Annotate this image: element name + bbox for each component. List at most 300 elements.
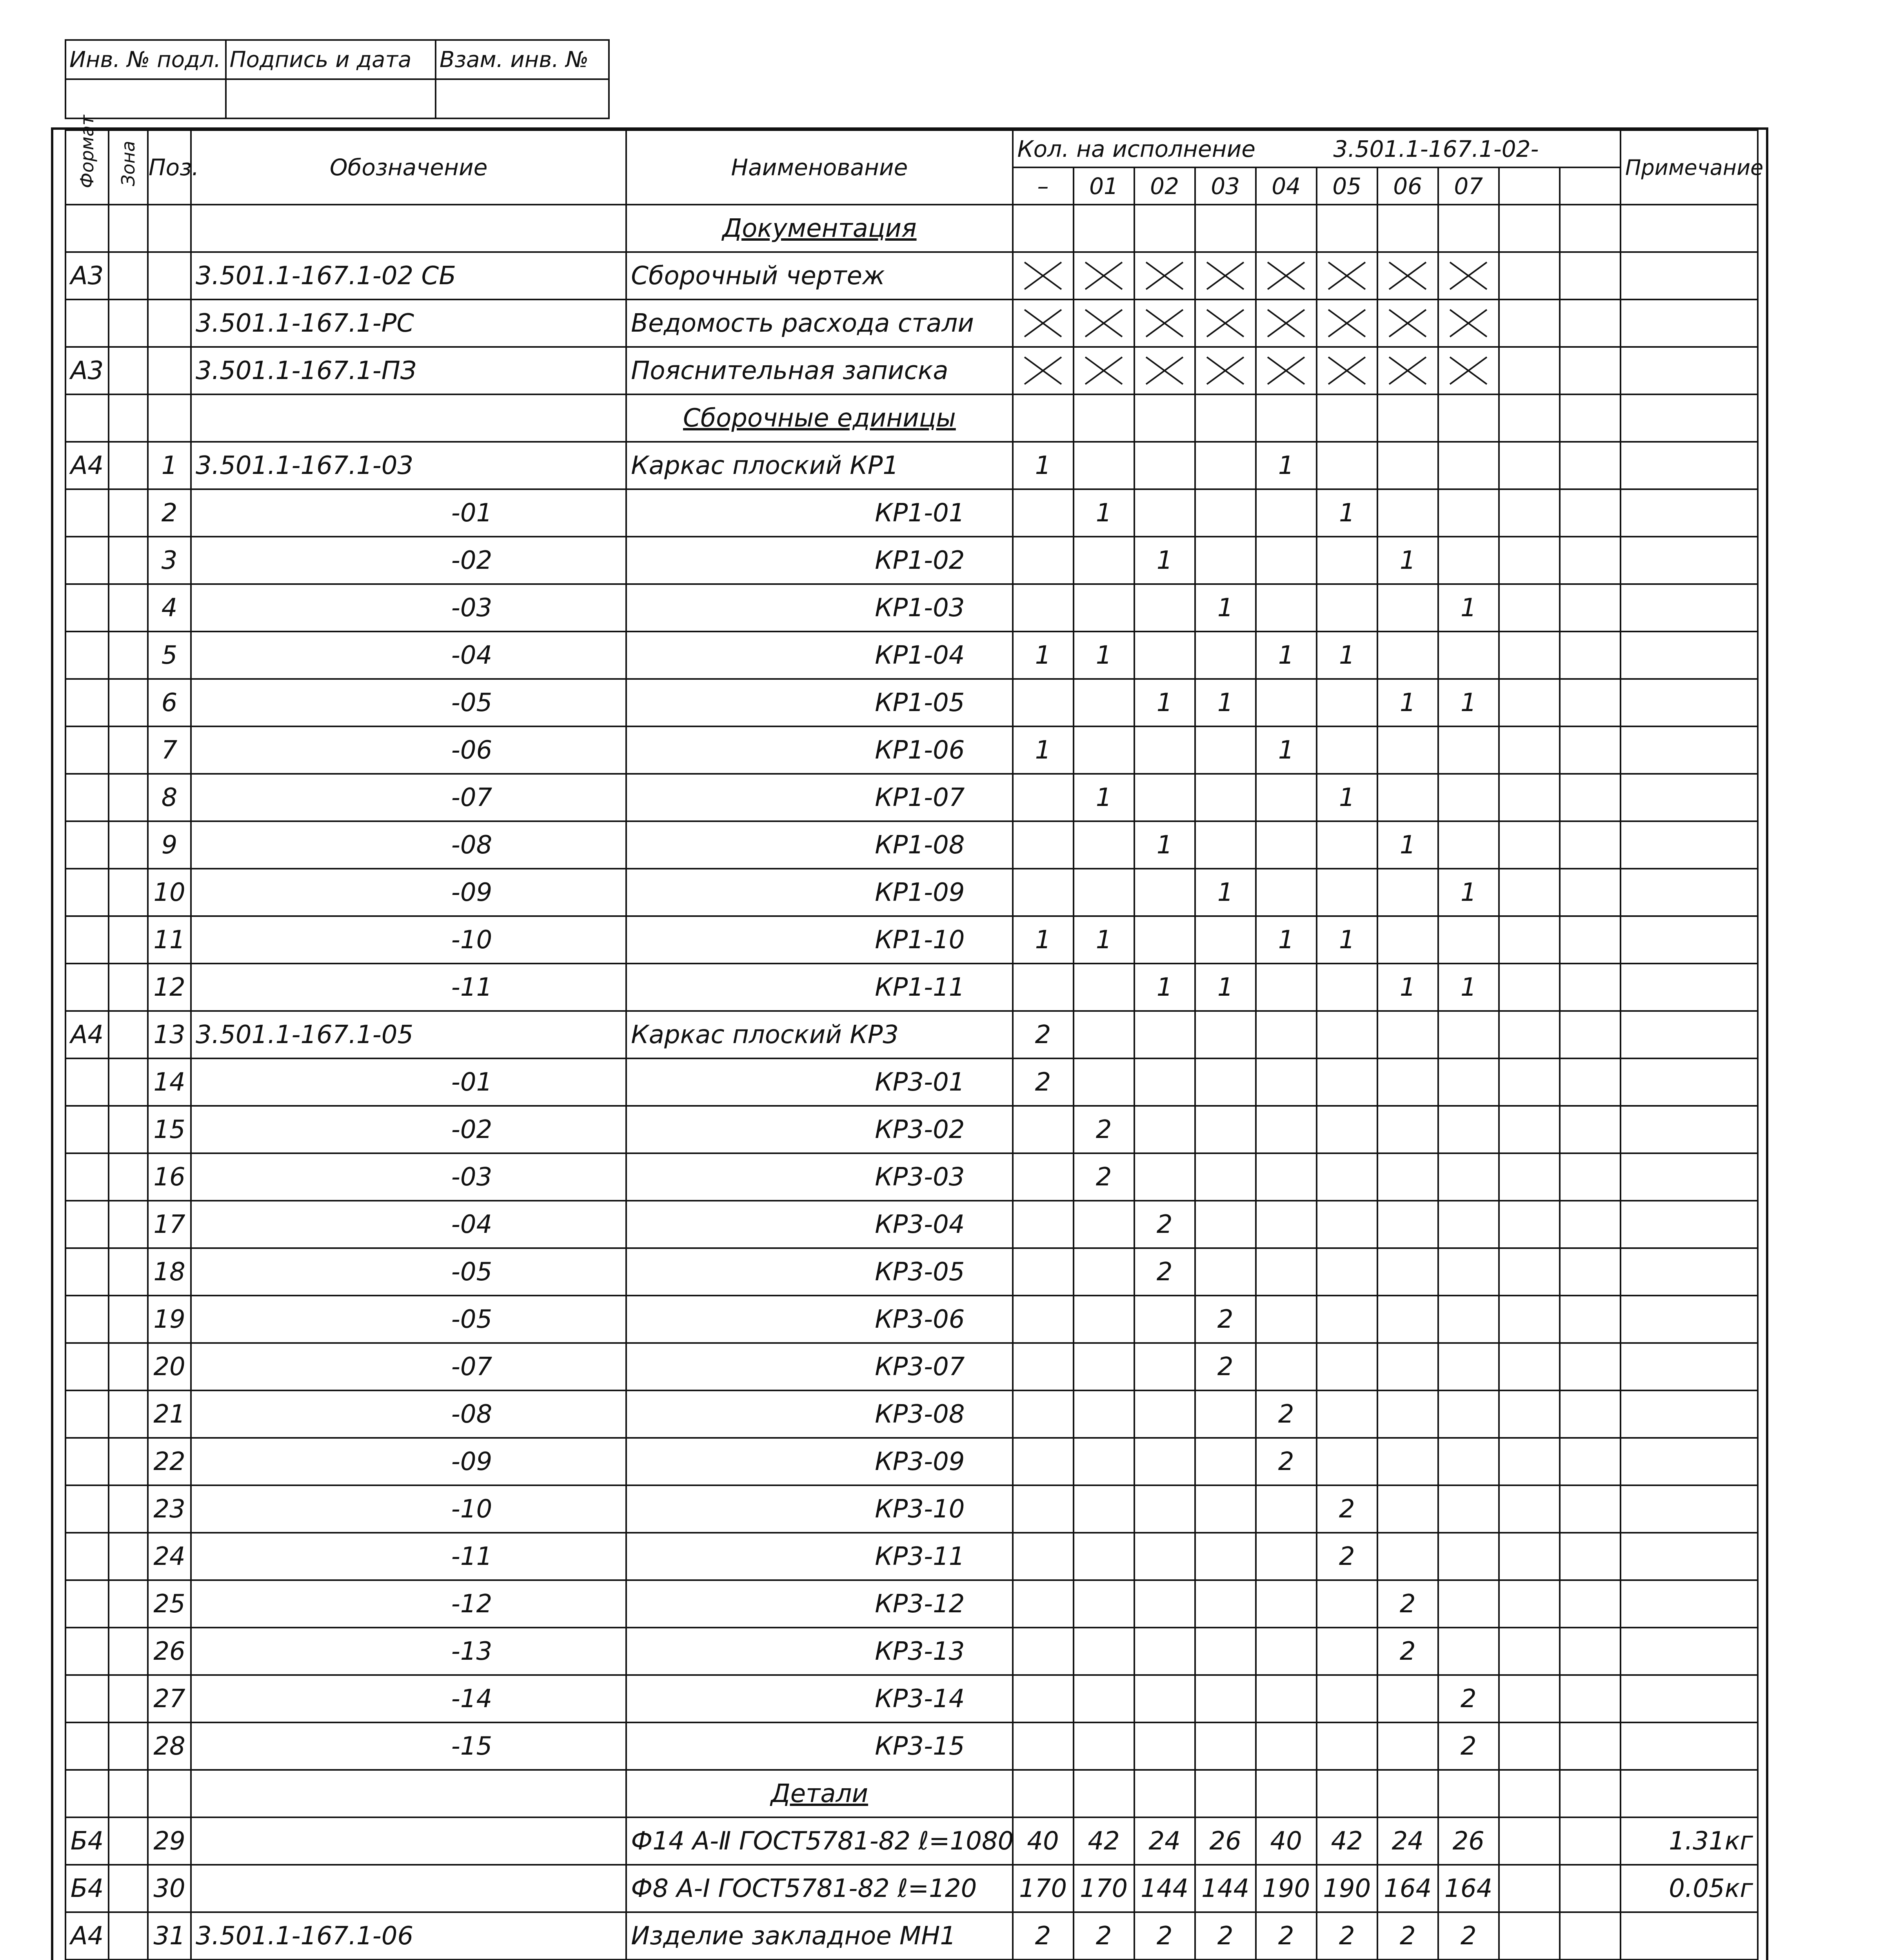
naimenovanie-cell: КР3-15 <box>626 1722 1012 1770</box>
zona-cell <box>109 252 148 299</box>
table-row <box>65 679 1758 726</box>
poz-cell: 8 <box>148 774 191 821</box>
qty-cell <box>1317 1296 1377 1343</box>
qty-cell <box>1013 679 1074 726</box>
qty-cell <box>1013 205 1074 252</box>
qty-cell <box>1499 1580 1560 1628</box>
note-cell: 1.31кг <box>1621 1817 1758 1865</box>
naimenovanie-cell: КР3-03 <box>626 1153 1012 1201</box>
qty-cell <box>1377 1153 1438 1201</box>
qty-cell: 2 <box>1317 1912 1377 1960</box>
qty-cell <box>1074 1485 1134 1533</box>
qty-cell <box>1074 821 1134 869</box>
qty-cell <box>1499 632 1560 679</box>
qty-cell <box>1438 537 1499 584</box>
qty-cell <box>1499 1817 1560 1865</box>
qty-cell <box>1560 205 1621 252</box>
qty-cell: 1 <box>1317 489 1377 537</box>
zona-cell <box>109 1201 148 1248</box>
table-row <box>65 1912 1758 1960</box>
cross-mark-icon <box>1325 354 1368 387</box>
qty-cell <box>1074 299 1134 347</box>
qty-cell <box>1499 1248 1560 1296</box>
qty-cell: 1 <box>1195 964 1256 1011</box>
qty-cell <box>1438 1248 1499 1296</box>
qty-cell <box>1256 1343 1317 1390</box>
naimenovanie-cell: КР3-10 <box>626 1485 1012 1533</box>
qty-cell <box>1256 584 1317 632</box>
naimenovanie-cell: КР3-02 <box>626 1106 1012 1153</box>
zona-cell <box>109 1865 148 1912</box>
qty-cell <box>1256 1058 1317 1106</box>
qty-cell <box>1317 1011 1377 1058</box>
naimenovanie-cell: КР3-11 <box>626 1533 1012 1580</box>
qty-cell <box>1499 489 1560 537</box>
qty-cell <box>1013 1485 1074 1533</box>
naimenovanie-cell: КР1-09 <box>626 869 1012 916</box>
qty-cell: 1 <box>1377 821 1438 869</box>
qty-cell: 1 <box>1438 869 1499 916</box>
qty-cell <box>1134 1722 1195 1770</box>
zona-cell <box>109 632 148 679</box>
qty-cell <box>1074 679 1134 726</box>
table-row <box>65 1675 1758 1722</box>
qty-cell <box>1560 394 1621 442</box>
naimenovanie-cell: КР1-03 <box>626 584 1012 632</box>
qty-cell <box>1438 1485 1499 1533</box>
qty-cell: 2 <box>1317 1485 1377 1533</box>
poz-cell: 16 <box>148 1153 191 1201</box>
format-cell <box>65 1058 109 1106</box>
qty-cell <box>1317 537 1377 584</box>
qty-cell: 1 <box>1317 632 1377 679</box>
qty-cell <box>1195 489 1256 537</box>
qty-cell: 24 <box>1377 1817 1438 1865</box>
table-row <box>65 347 1758 394</box>
oboznachenie-cell: 3.501.1-167.1-ПЗ <box>191 347 626 394</box>
qty-cell: 2 <box>1317 1533 1377 1580</box>
zona-cell <box>109 679 148 726</box>
naimenovanie-cell: КР3-05 <box>626 1248 1012 1296</box>
qty-cell <box>1438 1438 1499 1485</box>
oboznachenie-cell <box>191 205 626 252</box>
qty-cell: 2 <box>1377 1912 1438 1960</box>
qty-cell <box>1438 1628 1499 1675</box>
table-row <box>65 1580 1758 1628</box>
oboznachenie-cell: -06 <box>191 726 626 774</box>
qty-cell <box>1560 1865 1621 1912</box>
naimenovanie-header: Наименование <box>626 130 1012 205</box>
qty-cell <box>1377 1343 1438 1390</box>
qty-cell <box>1438 1533 1499 1580</box>
qty-cell <box>1013 252 1074 299</box>
qty-cell <box>1256 869 1317 916</box>
qty-cell <box>1317 1390 1377 1438</box>
note-cell <box>1621 1722 1758 1770</box>
format-header: Формат <box>65 130 109 205</box>
zona-cell <box>109 964 148 1011</box>
variant-header: 04 <box>1256 167 1317 205</box>
qty-cell: 2 <box>1438 1675 1499 1722</box>
format-cell <box>65 821 109 869</box>
naimenovanie-cell: КР1-01 <box>626 489 1012 537</box>
zona-cell <box>109 1296 148 1343</box>
variant-header <box>1560 167 1621 205</box>
qty-cell <box>1377 1106 1438 1153</box>
qty-cell <box>1438 1201 1499 1248</box>
oboznachenie-cell: -11 <box>191 1533 626 1580</box>
qty-cell <box>1560 584 1621 632</box>
qty-cell: 170 <box>1013 1865 1074 1912</box>
qty-cell <box>1317 1343 1377 1390</box>
note-cell <box>1621 1628 1758 1675</box>
qty-cell <box>1377 1058 1438 1106</box>
qty-cell <box>1256 1628 1317 1675</box>
qty-cell <box>1560 964 1621 1011</box>
format-cell <box>65 916 109 964</box>
naimenovanie-cell: КР1-10 <box>626 916 1012 964</box>
qty-cell <box>1499 299 1560 347</box>
qty-cell: 1 <box>1013 632 1074 679</box>
qty-cell <box>1377 726 1438 774</box>
qty-cell <box>1134 916 1195 964</box>
qty-cell <box>1560 1106 1621 1153</box>
poz-cell <box>148 1770 191 1817</box>
qty-cell: 42 <box>1074 1817 1134 1865</box>
qty-cell <box>1134 205 1195 252</box>
format-cell <box>65 1153 109 1201</box>
qty-cell <box>1560 821 1621 869</box>
qty-cell <box>1438 1296 1499 1343</box>
format-cell <box>65 1722 109 1770</box>
qty-cell <box>1074 1438 1134 1485</box>
qty-cell <box>1256 1675 1317 1722</box>
qty-cell <box>1195 1722 1256 1770</box>
qty-cell <box>1317 394 1377 442</box>
qty-cell: 1 <box>1438 584 1499 632</box>
zona-cell <box>109 1580 148 1628</box>
zona-cell <box>109 1438 148 1485</box>
poz-cell <box>148 205 191 252</box>
qty-cell <box>1438 1106 1499 1153</box>
qty-cell <box>1074 1722 1134 1770</box>
zona-cell <box>109 1343 148 1390</box>
qty-cell <box>1256 821 1317 869</box>
qty-cell <box>1256 1722 1317 1770</box>
qty-cell <box>1438 299 1499 347</box>
qty-cell <box>1195 1533 1256 1580</box>
qty-cell <box>1013 1343 1074 1390</box>
qty-cell <box>1560 537 1621 584</box>
format-cell <box>65 1580 109 1628</box>
note-cell <box>1621 1580 1758 1628</box>
qty-cell <box>1195 726 1256 774</box>
qty-cell <box>1074 1011 1134 1058</box>
qty-cell: 1 <box>1256 632 1317 679</box>
poz-cell: 9 <box>148 821 191 869</box>
format-cell <box>65 1248 109 1296</box>
zona-cell <box>109 1533 148 1580</box>
table-row <box>65 1485 1758 1533</box>
poz-cell: 15 <box>148 1106 191 1153</box>
qty-cell <box>1560 1390 1621 1438</box>
format-cell <box>65 774 109 821</box>
qty-cell <box>1560 1817 1621 1865</box>
qty-cell <box>1377 1390 1438 1438</box>
qty-cell: 2 <box>1074 1106 1134 1153</box>
format-cell: А3 <box>65 347 109 394</box>
qty-cell <box>1256 1106 1317 1153</box>
poz-cell: 2 <box>148 489 191 537</box>
qty-cell: 1 <box>1013 442 1074 489</box>
qty-cell <box>1074 1628 1134 1675</box>
qty-cell: 2 <box>1256 1438 1317 1485</box>
note-cell <box>1621 916 1758 964</box>
qty-cell <box>1074 1580 1134 1628</box>
note-cell <box>1621 1675 1758 1722</box>
qty-cell <box>1317 1106 1377 1153</box>
oboznachenie-cell: -07 <box>191 1343 626 1390</box>
poz-cell: 21 <box>148 1390 191 1438</box>
note-cell <box>1621 252 1758 299</box>
qty-cell <box>1560 1248 1621 1296</box>
qty-cell <box>1317 442 1377 489</box>
qty-cell <box>1195 1770 1256 1817</box>
qty-cell <box>1074 205 1134 252</box>
qty-cell <box>1438 632 1499 679</box>
qty-cell <box>1195 916 1256 964</box>
qty-cell <box>1499 205 1560 252</box>
qty-cell <box>1499 964 1560 1011</box>
qty-cell <box>1074 1296 1134 1343</box>
cross-mark-icon <box>1143 259 1186 292</box>
zona-cell <box>109 774 148 821</box>
format-cell: А3 <box>65 252 109 299</box>
qty-cell <box>1499 584 1560 632</box>
qty-cell <box>1256 1296 1317 1343</box>
zona-cell <box>109 1675 148 1722</box>
cross-mark-icon <box>1204 354 1247 387</box>
qty-cell <box>1560 869 1621 916</box>
qty-cell <box>1317 1248 1377 1296</box>
variant-header: 02 <box>1134 167 1195 205</box>
oboznachenie-cell: -12 <box>191 1580 626 1628</box>
qty-cell: 1 <box>1134 821 1195 869</box>
qty-cell <box>1560 1722 1621 1770</box>
qty-cell <box>1256 1533 1317 1580</box>
poz-cell <box>148 299 191 347</box>
qty-cell <box>1377 1201 1438 1248</box>
oboznachenie-cell: -03 <box>191 584 626 632</box>
qty-cell <box>1377 869 1438 916</box>
qty-cell: 2 <box>1134 1912 1195 1960</box>
oboznachenie-cell: -05 <box>191 1296 626 1343</box>
poz-cell: 26 <box>148 1628 191 1675</box>
note-cell <box>1621 679 1758 726</box>
poz-cell: 22 <box>148 1438 191 1485</box>
top-stamp <box>65 39 610 119</box>
qty-cell <box>1317 964 1377 1011</box>
oboznachenie-cell <box>191 394 626 442</box>
qty-cell <box>1013 347 1074 394</box>
table-row <box>65 632 1758 679</box>
table-row <box>65 299 1758 347</box>
qty-cell <box>1256 1201 1317 1248</box>
naimenovanie-cell: КР1-02 <box>626 537 1012 584</box>
zona-cell <box>109 442 148 489</box>
oboznachenie-cell: -05 <box>191 1248 626 1296</box>
qty-cell <box>1195 205 1256 252</box>
qty-cell: 1 <box>1317 916 1377 964</box>
oboznachenie-cell: 3.501.1-167.1-05 <box>191 1011 626 1058</box>
qty-cell <box>1317 1770 1377 1817</box>
qty-cell: 1 <box>1074 632 1134 679</box>
qty-cell <box>1560 916 1621 964</box>
qty-cell <box>1560 442 1621 489</box>
qty-cell <box>1377 1675 1438 1722</box>
qty-cell <box>1317 205 1377 252</box>
qty-cell <box>1256 299 1317 347</box>
zona-cell <box>109 1390 148 1438</box>
qty-cell <box>1377 774 1438 821</box>
qty-cell <box>1074 1058 1134 1106</box>
qty-cell <box>1438 1343 1499 1390</box>
qty-cell <box>1195 1675 1256 1722</box>
table-row <box>65 916 1758 964</box>
qty-cell <box>1256 394 1317 442</box>
oboznachenie-cell: -10 <box>191 1485 626 1533</box>
poz-cell: 3 <box>148 537 191 584</box>
qty-cell <box>1499 1343 1560 1390</box>
qty-cell <box>1134 347 1195 394</box>
oboznachenie-cell <box>191 1865 626 1912</box>
qty-cell <box>1074 394 1134 442</box>
note-cell <box>1621 1390 1758 1438</box>
zona-cell <box>109 821 148 869</box>
qty-cell <box>1256 1153 1317 1201</box>
qty-cell <box>1438 1390 1499 1438</box>
qty-cell: 1 <box>1317 774 1377 821</box>
note-cell <box>1621 1248 1758 1296</box>
qty-cell <box>1499 1533 1560 1580</box>
qty-cell <box>1317 584 1377 632</box>
qty-cell <box>1013 821 1074 869</box>
zona-cell <box>109 584 148 632</box>
qty-cell <box>1377 916 1438 964</box>
qty-cell <box>1377 632 1438 679</box>
qty-cell <box>1074 537 1134 584</box>
qty-cell <box>1377 1296 1438 1343</box>
qty-cell <box>1377 442 1438 489</box>
oboznachenie-cell: -04 <box>191 1201 626 1248</box>
table-row <box>65 726 1758 774</box>
qty-cell <box>1560 252 1621 299</box>
qty-cell: 1 <box>1134 964 1195 1011</box>
qty-cell <box>1195 1201 1256 1248</box>
poz-cell: 31 <box>148 1912 191 1960</box>
qty-cell <box>1195 347 1256 394</box>
oboznachenie-cell: -15 <box>191 1722 626 1770</box>
qty-cell <box>1499 1438 1560 1485</box>
table-row <box>65 442 1758 489</box>
qty-cell <box>1499 537 1560 584</box>
variant-header: 06 <box>1377 167 1438 205</box>
qty-cell <box>1317 821 1377 869</box>
qty-cell <box>1377 1533 1438 1580</box>
qty-cell <box>1438 1058 1499 1106</box>
qty-cell <box>1377 584 1438 632</box>
qty-cell: 2 <box>1438 1912 1499 1960</box>
cross-mark-icon <box>1204 307 1247 340</box>
qty-cell <box>1195 1485 1256 1533</box>
qty-cell <box>1134 1675 1195 1722</box>
note-cell <box>1621 964 1758 1011</box>
format-cell <box>65 1106 109 1153</box>
qty-cell <box>1195 442 1256 489</box>
variant-header <box>1499 167 1560 205</box>
qty-cell <box>1134 1058 1195 1106</box>
qty-cell <box>1560 1675 1621 1722</box>
qty-cell <box>1256 1248 1317 1296</box>
cross-mark-icon <box>1447 259 1490 292</box>
qty-cell <box>1499 1390 1560 1438</box>
qty-cell <box>1195 632 1256 679</box>
qty-cell <box>1560 1011 1621 1058</box>
qty-cell <box>1013 1296 1074 1343</box>
qty-cell <box>1317 679 1377 726</box>
naimenovanie-cell: КР1-05 <box>626 679 1012 726</box>
naimenovanie-cell: Каркас плоский КР1 <box>626 442 1012 489</box>
qty-cell <box>1074 252 1134 299</box>
naimenovanie-cell: КР3-04 <box>626 1201 1012 1248</box>
qty-cell <box>1256 679 1317 726</box>
qty-cell: 1 <box>1438 964 1499 1011</box>
qty-cell: 2 <box>1134 1248 1195 1296</box>
qty-cell <box>1499 1106 1560 1153</box>
table-row <box>65 1817 1758 1865</box>
qty-cell <box>1195 537 1256 584</box>
qty-cell <box>1013 299 1074 347</box>
qty-cell <box>1013 1201 1074 1248</box>
note-cell <box>1621 537 1758 584</box>
qty-cell: 26 <box>1438 1817 1499 1865</box>
table-row <box>65 1865 1758 1912</box>
section-title: Сборочные единицы <box>626 394 1012 442</box>
qty-cell <box>1074 442 1134 489</box>
note-cell <box>1621 632 1758 679</box>
qty-cell <box>1377 1722 1438 1770</box>
qty-cell: 1 <box>1256 726 1317 774</box>
oboznachenie-cell: -09 <box>191 1438 626 1485</box>
qty-cell <box>1134 442 1195 489</box>
zona-cell <box>109 299 148 347</box>
qty-cell: 1 <box>1013 726 1074 774</box>
poz-cell: 18 <box>148 1248 191 1296</box>
naimenovanie-cell: КР3-06 <box>626 1296 1012 1343</box>
cross-mark-icon <box>1021 307 1065 340</box>
zona-cell <box>109 1628 148 1675</box>
qty-cell <box>1195 1438 1256 1485</box>
zona-cell <box>109 205 148 252</box>
qty-cell <box>1013 774 1074 821</box>
qty-cell <box>1013 584 1074 632</box>
oboznachenie-cell: -07 <box>191 774 626 821</box>
qty-cell <box>1377 347 1438 394</box>
table-row <box>65 1438 1758 1485</box>
qty-cell <box>1377 205 1438 252</box>
qty-cell: 1 <box>1074 916 1134 964</box>
qty-cell <box>1195 1011 1256 1058</box>
